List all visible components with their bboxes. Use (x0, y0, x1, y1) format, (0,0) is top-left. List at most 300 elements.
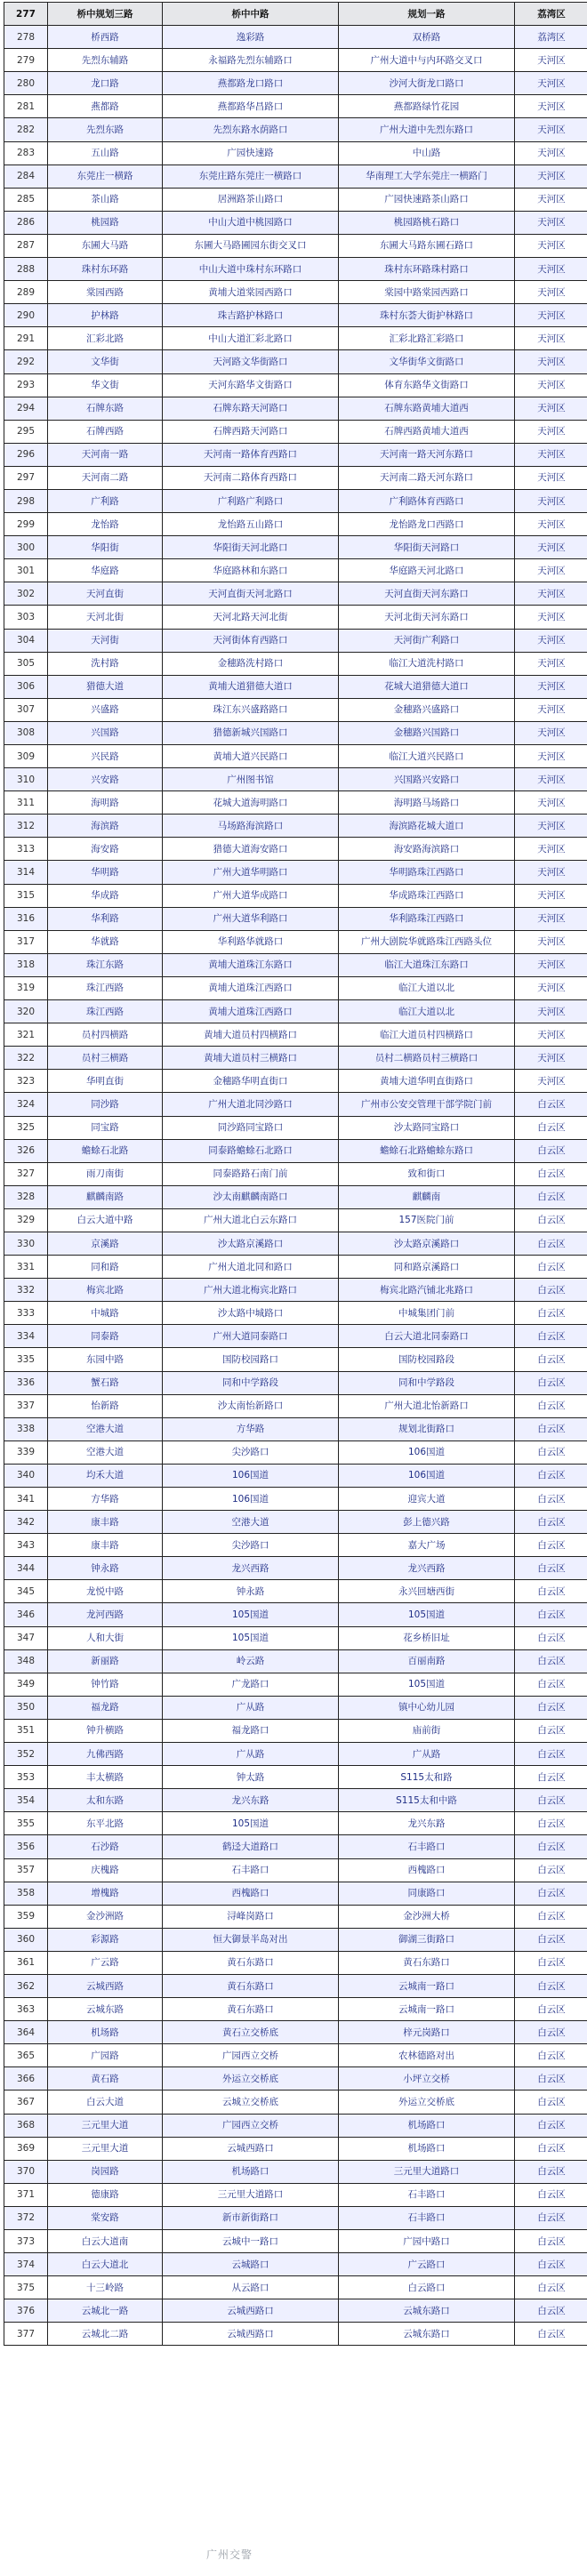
row-road2: 云城东路口 (339, 2299, 515, 2323)
row-mid: 广从路 (163, 1696, 339, 1719)
table-row (4, 1417, 587, 1440)
row-district: 天河区 (515, 49, 587, 72)
table-row (4, 2021, 587, 2044)
table-row (4, 1023, 587, 1047)
row-district: 白云区 (515, 1974, 587, 1997)
row-mid: 广龙路口 (163, 1673, 339, 1696)
row-road: 人和大街 (48, 1626, 163, 1649)
row-mid: 浔峰岗路口 (163, 1905, 339, 1928)
row-num: 280 (4, 72, 48, 95)
row-road: 东圃大马路 (48, 234, 163, 257)
row-mid: 永福路先烈东辅路口 (163, 49, 339, 72)
row-num: 313 (4, 838, 48, 861)
row-road2: 石丰路口 (339, 2183, 515, 2206)
row-road: 燕都路 (48, 95, 163, 118)
row-road2: 临江大道以北 (339, 976, 515, 999)
row-road: 龙悦中路 (48, 1580, 163, 1603)
row-road2: 珠村东荟大街护林路口 (339, 304, 515, 327)
row-road2: 农林德路对出 (339, 2044, 515, 2067)
row-num: 292 (4, 350, 48, 373)
table-row (4, 258, 587, 281)
row-mid: 金穗路洗村路口 (163, 652, 339, 675)
row-road: 机场路 (48, 2021, 163, 2044)
row-mid: 尖沙路口 (163, 1534, 339, 1557)
row-num: 282 (4, 118, 48, 141)
row-road2: 沙太路京溪路口 (339, 1232, 515, 1255)
row-mid: 鹤迳大道路口 (163, 1835, 339, 1858)
row-road: 先烈东辅路 (48, 49, 163, 72)
row-road: 东平北路 (48, 1812, 163, 1835)
row-road2: 双桥路 (339, 26, 515, 49)
row-road: 空港大道 (48, 1440, 163, 1464)
row-road: 龙河西路 (48, 1603, 163, 1626)
row-mid: 先烈东路水荫路口 (163, 118, 339, 141)
row-road2: 临江大道员村四横路口 (339, 1023, 515, 1047)
row-road2: 天河北街天河东路口 (339, 606, 515, 629)
row-district: 白云区 (515, 1139, 587, 1162)
row-road: 员村四横路 (48, 1023, 163, 1047)
row-mid: 沙太路京溪路口 (163, 1232, 339, 1255)
row-num: 338 (4, 1417, 48, 1440)
row-road: 天河直街 (48, 582, 163, 606)
table-row (4, 2114, 587, 2137)
row-mid: 云城中一路口 (163, 2230, 339, 2253)
table-row (4, 698, 587, 721)
row-road2: 海明路马场路口 (339, 791, 515, 815)
table-row (4, 1905, 587, 1928)
table-row (4, 652, 587, 675)
row-mid: 黄石东路口 (163, 1998, 339, 2021)
row-num: 284 (4, 165, 48, 188)
row-num: 294 (4, 397, 48, 420)
row-num: 306 (4, 675, 48, 698)
row-road2: 157医院门前 (339, 1208, 515, 1232)
row-road: 海滨路 (48, 815, 163, 838)
row-num: 278 (4, 26, 48, 49)
row-district: 白云区 (515, 1116, 587, 1139)
row-num: 370 (4, 2160, 48, 2183)
row-num: 368 (4, 2114, 48, 2137)
row-num: 283 (4, 141, 48, 165)
row-num: 304 (4, 629, 48, 652)
row-mid: 黄埔大道员村四横路口 (163, 1023, 339, 1047)
row-road: 方华路 (48, 1488, 163, 1511)
row-mid: 天河南二路体育西路口 (163, 466, 339, 489)
row-mid: 天河东路华文街路口 (163, 373, 339, 397)
row-mid: 沙太南麒麟南路口 (163, 1185, 339, 1208)
row-mid: 云城路口 (163, 2253, 339, 2276)
row-road: 华成路 (48, 884, 163, 907)
table-row (4, 1208, 587, 1232)
row-road: 文华街 (48, 350, 163, 373)
row-road: 先烈东路 (48, 118, 163, 141)
row-num: 317 (4, 930, 48, 953)
table-row (4, 2299, 587, 2323)
row-road: 空港大道 (48, 1417, 163, 1440)
row-num: 339 (4, 1440, 48, 1464)
row-num: 346 (4, 1603, 48, 1626)
row-district: 白云区 (515, 1812, 587, 1835)
table-row (4, 838, 587, 861)
row-road: 白云大道北 (48, 2253, 163, 2276)
row-district: 白云区 (515, 2323, 587, 2346)
row-mid: 石丰路口 (163, 1858, 339, 1882)
row-mid: 广利路广利路口 (163, 489, 339, 512)
header-road2: 规划一路 (339, 3, 515, 26)
row-mid: 钟永路 (163, 1580, 339, 1603)
row-district: 天河区 (515, 118, 587, 141)
row-num: 290 (4, 304, 48, 327)
row-num: 349 (4, 1673, 48, 1696)
row-num: 366 (4, 2067, 48, 2090)
table-row (4, 2230, 587, 2253)
row-road2: 广云路口 (339, 2253, 515, 2276)
row-num: 332 (4, 1279, 48, 1302)
row-road2: 广园中路口 (339, 2230, 515, 2253)
row-road2: 小坪立交桥 (339, 2067, 515, 2090)
row-district: 天河区 (515, 304, 587, 327)
row-district: 天河区 (515, 373, 587, 397)
row-road: 猎德大道 (48, 675, 163, 698)
row-district: 天河区 (515, 861, 587, 884)
row-mid: 云城西路口 (163, 2299, 339, 2323)
row-mid: 天河北路天河北街 (163, 606, 339, 629)
row-road2: 白云路口 (339, 2276, 515, 2299)
row-num: 344 (4, 1557, 48, 1580)
table-row (4, 141, 587, 165)
row-road2: 华庭路天河北路口 (339, 559, 515, 582)
row-mid: 105国道 (163, 1603, 339, 1626)
row-num: 347 (4, 1626, 48, 1649)
road-list-table (4, 2, 587, 2346)
row-road: 同和路 (48, 1256, 163, 1279)
row-mid: 西槐路口 (163, 1882, 339, 1905)
row-road2: 梓元岗路口 (339, 2021, 515, 2044)
row-mid: 尖沙路口 (163, 1440, 339, 1464)
row-road: 华阳街 (48, 536, 163, 559)
row-num: 314 (4, 861, 48, 884)
row-mid: 龙兴西路 (163, 1557, 339, 1580)
row-road2: 华明路珠江西路口 (339, 861, 515, 884)
row-road2: 嘉大广场 (339, 1534, 515, 1557)
row-num: 298 (4, 489, 48, 512)
row-road2: S115太和路 (339, 1766, 515, 1789)
table-row (4, 930, 587, 953)
row-mid: 同泰路蟾蜍石北路口 (163, 1139, 339, 1162)
table-row (4, 420, 587, 443)
row-mid: 广园西立交桥 (163, 2114, 339, 2137)
table-row (4, 1835, 587, 1858)
table-row (4, 2044, 587, 2067)
watermark-text: 广州交警 (206, 2548, 253, 2561)
row-road2: 广州大道北怡新路口 (339, 1394, 515, 1417)
header-road: 桥中规划三路 (48, 3, 163, 26)
row-num: 289 (4, 281, 48, 304)
row-num: 324 (4, 1093, 48, 1116)
table-row (4, 95, 587, 118)
table-row (4, 1580, 587, 1603)
row-mid: 105国道 (163, 1626, 339, 1649)
row-road2: 临江大道珠江东路口 (339, 953, 515, 976)
table-row (4, 1440, 587, 1464)
row-district: 白云区 (515, 2021, 587, 2044)
row-road2: 华阳街天河路口 (339, 536, 515, 559)
row-road: 东园中路 (48, 1348, 163, 1371)
row-road: 新丽路 (48, 1649, 163, 1673)
table-row (4, 1488, 587, 1511)
table-row (4, 1743, 587, 1766)
table-row (4, 513, 587, 536)
row-num: 348 (4, 1649, 48, 1673)
row-mid: 天河街体育西路口 (163, 629, 339, 652)
row-district: 白云区 (515, 1394, 587, 1417)
row-num: 299 (4, 513, 48, 536)
row-num: 374 (4, 2253, 48, 2276)
row-road: 桃园路 (48, 211, 163, 234)
row-num: 358 (4, 1882, 48, 1905)
row-mid: 黄埔大道员村三横路口 (163, 1047, 339, 1070)
row-road: 华文街 (48, 373, 163, 397)
row-road: 福龙路 (48, 1696, 163, 1719)
row-road: 丰太横路 (48, 1766, 163, 1789)
row-district: 天河区 (515, 211, 587, 234)
row-mid: 黄埔大道珠江西路口 (163, 1000, 339, 1023)
row-road2: 员村二横路员村三横路口 (339, 1047, 515, 1070)
row-district: 白云区 (515, 1626, 587, 1649)
row-mid: 天河路文华街路口 (163, 350, 339, 373)
row-mid: 外运立交桥底 (163, 2067, 339, 2090)
table-row (4, 2137, 587, 2160)
table-row (4, 1256, 587, 1279)
row-road2: 体育东路华文街路口 (339, 373, 515, 397)
row-road: 石牌东路 (48, 397, 163, 420)
row-road2: 梅宾北路汽铺北兆路口 (339, 1279, 515, 1302)
row-road2: 同和中学路段 (339, 1371, 515, 1394)
row-num: 365 (4, 2044, 48, 2067)
table-row (4, 1882, 587, 1905)
row-district: 天河区 (515, 745, 587, 768)
row-num: 303 (4, 606, 48, 629)
row-mid: 黄埔大道珠江西路口 (163, 976, 339, 999)
table-row (4, 1557, 587, 1580)
row-district: 天河区 (515, 258, 587, 281)
row-road2: 华利路珠江西路口 (339, 907, 515, 930)
row-district: 白云区 (515, 1232, 587, 1255)
row-road2: 汇彩北路汇彩路口 (339, 327, 515, 350)
row-district: 白云区 (515, 1325, 587, 1348)
row-num: 318 (4, 953, 48, 976)
row-num: 376 (4, 2299, 48, 2323)
row-district: 白云区 (515, 1256, 587, 1279)
row-mid: 龙怡路五山路口 (163, 513, 339, 536)
table-row (4, 2090, 587, 2114)
table-row (4, 1789, 587, 1812)
row-road: 华利路 (48, 907, 163, 930)
table-row (4, 118, 587, 141)
row-road: 天河南二路 (48, 466, 163, 489)
row-num: 352 (4, 1743, 48, 1766)
row-mid: 福龙路口 (163, 1719, 339, 1742)
row-mid: 黄埔大道珠江东路口 (163, 953, 339, 976)
row-mid: 龙兴东路 (163, 1789, 339, 1812)
row-district: 白云区 (515, 1743, 587, 1766)
row-mid: 黄埔大道棠园西路口 (163, 281, 339, 304)
row-num: 361 (4, 1951, 48, 1974)
row-road2: 黄埔大道华明直街路口 (339, 1070, 515, 1093)
row-district: 白云区 (515, 1557, 587, 1580)
row-road: 三元里大道 (48, 2137, 163, 2160)
row-road2: 镇中心幼儿园 (339, 1696, 515, 1719)
row-num: 291 (4, 327, 48, 350)
row-district: 天河区 (515, 165, 587, 188)
table-row (4, 1649, 587, 1673)
row-mid: 国防校园路口 (163, 1348, 339, 1371)
row-road2: 石丰路口 (339, 2206, 515, 2229)
row-num: 377 (4, 2323, 48, 2346)
row-district: 白云区 (515, 1417, 587, 1440)
row-mid: 居洲路茶山路口 (163, 188, 339, 211)
row-mid: 钟太路 (163, 1766, 339, 1789)
row-district: 白云区 (515, 1998, 587, 2021)
row-num: 312 (4, 815, 48, 838)
row-district: 天河区 (515, 281, 587, 304)
row-road2: S115太和中路 (339, 1789, 515, 1812)
table-row (4, 2183, 587, 2206)
row-mid: 石牌东路天河路口 (163, 397, 339, 420)
row-num: 327 (4, 1162, 48, 1185)
row-district: 白云区 (515, 1766, 587, 1789)
row-road: 五山路 (48, 141, 163, 165)
row-district: 天河区 (515, 652, 587, 675)
row-mid: 花城大道海明路口 (163, 791, 339, 815)
row-district: 白云区 (515, 1488, 587, 1511)
row-district: 天河区 (515, 1000, 587, 1023)
row-road: 华明直街 (48, 1070, 163, 1093)
table-row (4, 1673, 587, 1696)
table-row (4, 1279, 587, 1302)
table-row (4, 1371, 587, 1394)
table-row (4, 1974, 587, 1997)
row-mid: 中山大道中桃园路口 (163, 211, 339, 234)
row-num: 363 (4, 1998, 48, 2021)
row-district: 白云区 (515, 2044, 587, 2067)
row-district: 天河区 (515, 838, 587, 861)
row-num: 373 (4, 2230, 48, 2253)
row-num: 364 (4, 2021, 48, 2044)
row-num: 357 (4, 1858, 48, 1882)
table-row (4, 815, 587, 838)
row-district: 天河区 (515, 420, 587, 443)
table-row (4, 72, 587, 95)
row-road2: 石牌西路黄埔大道西 (339, 420, 515, 443)
row-road2: 致和街口 (339, 1162, 515, 1185)
row-road2: 华南理工大学东莞庄一横路门 (339, 165, 515, 188)
row-district: 白云区 (515, 2137, 587, 2160)
table-row (4, 49, 587, 72)
row-mid: 华庭路林和东路口 (163, 559, 339, 582)
row-road: 庆槐路 (48, 1858, 163, 1882)
row-num: 293 (4, 373, 48, 397)
row-district: 白云区 (515, 1603, 587, 1626)
row-road2: 龙兴西路 (339, 1557, 515, 1580)
table-row (4, 745, 587, 768)
row-mid: 中山大道汇彩北路口 (163, 327, 339, 350)
row-road: 华明路 (48, 861, 163, 884)
row-mid: 马场路海滨路口 (163, 815, 339, 838)
row-mid: 华利路华就路口 (163, 930, 339, 953)
row-road2: 广州大道中先烈东路口 (339, 118, 515, 141)
row-num: 354 (4, 1789, 48, 1812)
table-row (4, 1812, 587, 1835)
row-district: 白云区 (515, 1858, 587, 1882)
row-road: 增槐路 (48, 1882, 163, 1905)
row-road2: 石丰路口 (339, 1835, 515, 1858)
row-district: 天河区 (515, 768, 587, 791)
row-road2: 庙前街 (339, 1719, 515, 1742)
row-mid: 猎德新城兴国路口 (163, 721, 339, 744)
row-district: 天河区 (515, 976, 587, 999)
row-road: 岗园路 (48, 2160, 163, 2183)
row-road2: 广园快速路茶山路口 (339, 188, 515, 211)
row-district: 白云区 (515, 1789, 587, 1812)
table-row (4, 1998, 587, 2021)
row-road2: 彭上德兴路 (339, 1511, 515, 1534)
row-district: 白云区 (515, 1302, 587, 1325)
row-district: 天河区 (515, 953, 587, 976)
row-road2: 105国道 (339, 1673, 515, 1696)
table-row (4, 1000, 587, 1023)
row-district: 白云区 (515, 2206, 587, 2229)
row-num: 326 (4, 1139, 48, 1162)
row-num: 300 (4, 536, 48, 559)
row-road: 员村三横路 (48, 1047, 163, 1070)
row-district: 白云区 (515, 2230, 587, 2253)
row-num: 367 (4, 2090, 48, 2114)
row-district: 天河区 (515, 815, 587, 838)
row-district: 天河区 (515, 606, 587, 629)
row-num: 341 (4, 1488, 48, 1511)
row-district: 天河区 (515, 884, 587, 907)
row-mid: 岭云路 (163, 1649, 339, 1673)
table-row (4, 976, 587, 999)
row-num: 340 (4, 1464, 48, 1487)
row-road2: 麒麟南 (339, 1185, 515, 1208)
row-num: 308 (4, 721, 48, 744)
table-row (4, 1858, 587, 1882)
row-district: 白云区 (515, 2299, 587, 2323)
table-row (4, 350, 587, 373)
table-row (4, 281, 587, 304)
row-num: 369 (4, 2137, 48, 2160)
row-road2: 广州大剧院华就路珠江西路头位 (339, 930, 515, 953)
row-mid: 从云路口 (163, 2276, 339, 2299)
row-district: 白云区 (515, 2253, 587, 2276)
row-district: 白云区 (515, 1440, 587, 1464)
table-row (4, 675, 587, 698)
row-mid: 广园快速路 (163, 141, 339, 165)
row-mid: 珠江东兴盛路路口 (163, 698, 339, 721)
row-num: 296 (4, 443, 48, 466)
row-district: 白云区 (515, 1882, 587, 1905)
row-road: 华就路 (48, 930, 163, 953)
table-row (4, 1116, 587, 1139)
table-row (4, 165, 587, 188)
header-mid: 桥中中路 (163, 3, 339, 26)
row-district: 天河区 (515, 188, 587, 211)
row-road2: 临江大道以北 (339, 1000, 515, 1023)
row-district: 白云区 (515, 1371, 587, 1394)
row-num: 325 (4, 1116, 48, 1139)
